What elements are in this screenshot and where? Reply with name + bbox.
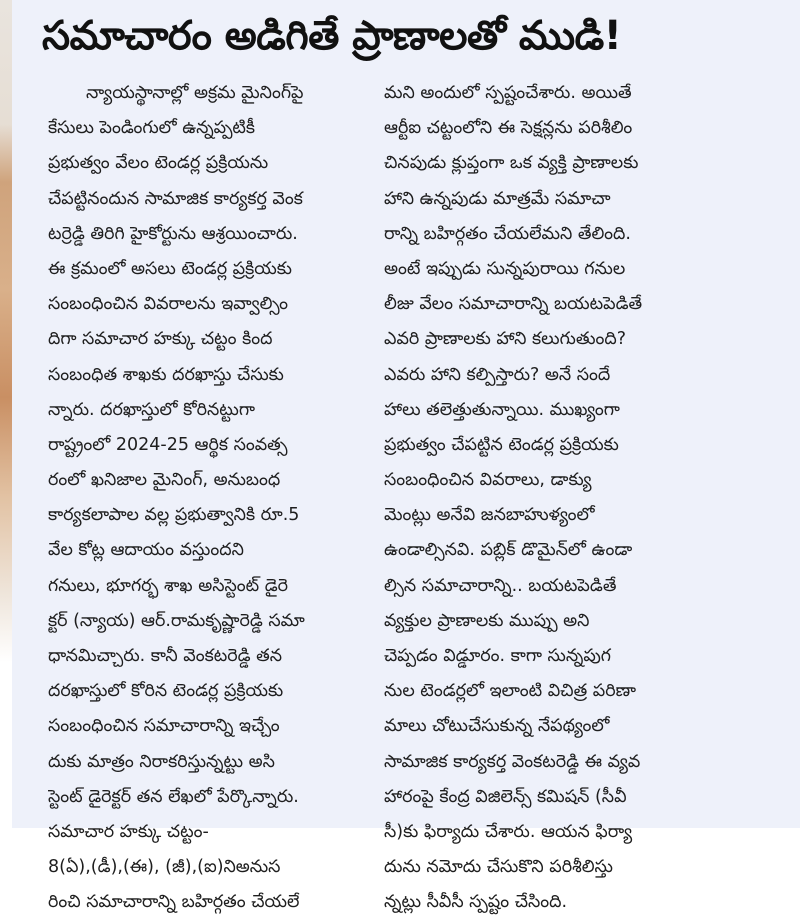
paragraph-line: సంబంధించిన సమాచారాన్ని ఇచ్చేం (48, 716, 280, 737)
paragraph-line: రాష్ట్రంలో 2024-25 ఆర్థిక సంవత్స (48, 434, 288, 455)
paragraph-line: ఉండాల్సినవి. పబ్లిక్ డొమైన్‌లో ఉండా (384, 540, 633, 561)
paragraph-line: ఆర్టీఐ చట్టంలోని ఈ సెక్షన్లను పరిశీలిం (384, 118, 633, 139)
paragraph-line: ధానమిచ్చారు. కానీ వెంకటరెడ్డి తన (48, 646, 283, 666)
article-headline: సమాచారం అడిగితే ప్రాణాలతో ముడి! (42, 13, 622, 59)
paragraph-line: అంటే ఇప్పుడు సున్నపురాయి గనుల (384, 258, 626, 279)
paragraph-line: వేల కోట్ల ఆదాయం వస్తుందని (48, 540, 244, 561)
paragraph-line: సామాజిక కార్యకర్త వెంకటరెడ్డి ఈ వ్యవ (384, 751, 641, 772)
paragraph-line: న్నట్లు సీవీసీ స్పష్టం చేసింది. (384, 892, 568, 913)
adjacent-photo-edge (0, 0, 12, 828)
paragraph-line: రంలో ఖనిజాల మైనింగ్, అనుబంధ (48, 470, 281, 491)
article-column-left (48, 76, 374, 921)
paragraph-line: 8(ఏ),(డీ),(ఈ), (జీ),(ఐ)నిఅనుస (48, 857, 281, 878)
paragraph-line: కార్యకలాపాల వల్ల ప్రభుత్వానికి రూ.5 (48, 505, 300, 526)
paragraph-line: మని అందులో స్పష్టంచేశారు. అయితే (384, 83, 632, 103)
paragraph-line: దుకు మాత్రం నిరాకరిస్తున్నట్టు అసి (48, 751, 275, 772)
paragraph-line: హారంపై కేంద్ర విజిలెన్స్ కమిషన్ (సీవీ (384, 786, 627, 807)
article-column-right (384, 76, 724, 921)
paragraph-line: కేసులు పెండింగులో ఉన్నప్పటికీ (48, 118, 256, 139)
paragraph-line: న్నారు. దరఖాస్తులో కోరినట్టుగా (48, 399, 255, 420)
paragraph-line: మాలు చోటుచేసుకున్న నేపథ్యంలో (384, 716, 610, 737)
paragraph-line: సీ)కు ఫిర్యాదు చేశారు. ఆయన ఫిర్యా (384, 821, 633, 842)
paragraph-line: చేపట్టినందున సామాజిక కార్యకర్త వెంక (48, 188, 303, 209)
paragraph-line: నుల టెండర్లలో ఇలాంటి విచిత్ర పరిణా (384, 681, 636, 702)
paragraph-line: లీజు వేలం సమాచారాన్ని బయటపెడితే (384, 294, 643, 315)
paragraph-line: స్టెంట్ డైరెక్టర్ తన లేఖలో పేర్కొన్నారు. (48, 786, 299, 807)
paragraph-line: ప్రభుత్వం వేలం టెండర్ల ప్రక్రియను (48, 153, 269, 174)
paragraph-line: రాన్ని బహిర్గతం చేయలేమని తేలింది. (384, 223, 631, 244)
paragraph-line: రించి సమాచారాన్ని బహిర్గతం చేయలే (48, 892, 300, 913)
paragraph-line: ప్రభుత్వం చేపట్టిన టెండర్ల ప్రక్రియకు (384, 434, 619, 455)
paragraph-line: క్టర్ (న్యాయ) ఆర్.రామకృష్ణారెడ్డి సమా (48, 610, 305, 631)
paragraph-line: సమాచార హక్కు చట్టం- (48, 821, 209, 842)
paragraph-line: చినపుడు క్లుప్తంగా ఒక వ్యక్తి ప్రాణాలకు (384, 153, 639, 174)
paragraph-line: ల్సిన సమాచారాన్ని.. బయటపెడితే (384, 575, 617, 596)
paragraph-line: గనులు, భూగర్భ శాఖ అసిస్టెంట్ డైరె (48, 575, 289, 596)
paragraph-line: సంబంధించిన వివరాలు, డాక్యు (384, 470, 592, 491)
paragraph-line: వ్యక్తుల ప్రాణాలకు ముప్పు అని (384, 610, 590, 631)
paragraph-line: చెప్పడం విడ్డూరం. కాగా సున్నపుగ (384, 646, 612, 666)
paragraph-line: దరఖాస్తులో కోరిన టెండర్ల ప్రక్రియకు (48, 681, 284, 702)
paragraph-line: హాలు తలెత్తుతున్నాయి. ముఖ్యంగా (384, 399, 620, 420)
paragraph-line: టర్రెడ్డి తిరిగి హైకోర్టును ఆశ్రయించారు. (48, 223, 298, 244)
paragraph-line: ఎవరు హాని కల్పిస్తారు? అనే సందే (384, 364, 611, 385)
paragraph-line: దిగా సమాచార హక్కు చట్టం కింద (48, 329, 273, 350)
paragraph-line: సంబంధిత శాఖకు దరఖాస్తు చేసుకు (48, 364, 284, 385)
paragraph-line: దును నమోదు చేసుకొని పరిశీలిస్తు (384, 857, 613, 878)
paragraph-line: న్యాయస్థానాల్లో అక్రమ మైనింగ్‌పై (86, 83, 304, 103)
paragraph-line: ఎవరి ప్రాణాలకు హాని కలుగుతుంది? (384, 329, 627, 350)
paragraph-line: ఈ క్రమంలో అసలు టెండర్ల ప్రక్రియకు (48, 258, 292, 279)
paragraph-line: హాని ఉన్నపుడు మాత్రమే సమాచా (384, 188, 611, 209)
paragraph-line: మెంట్లు అనేవి జనబాహుళ్యంలో (384, 505, 595, 526)
paragraph-line: సంబంధించిన వివరాలను ఇవ్వాల్సిం (48, 294, 289, 315)
news-article (12, 0, 800, 913)
